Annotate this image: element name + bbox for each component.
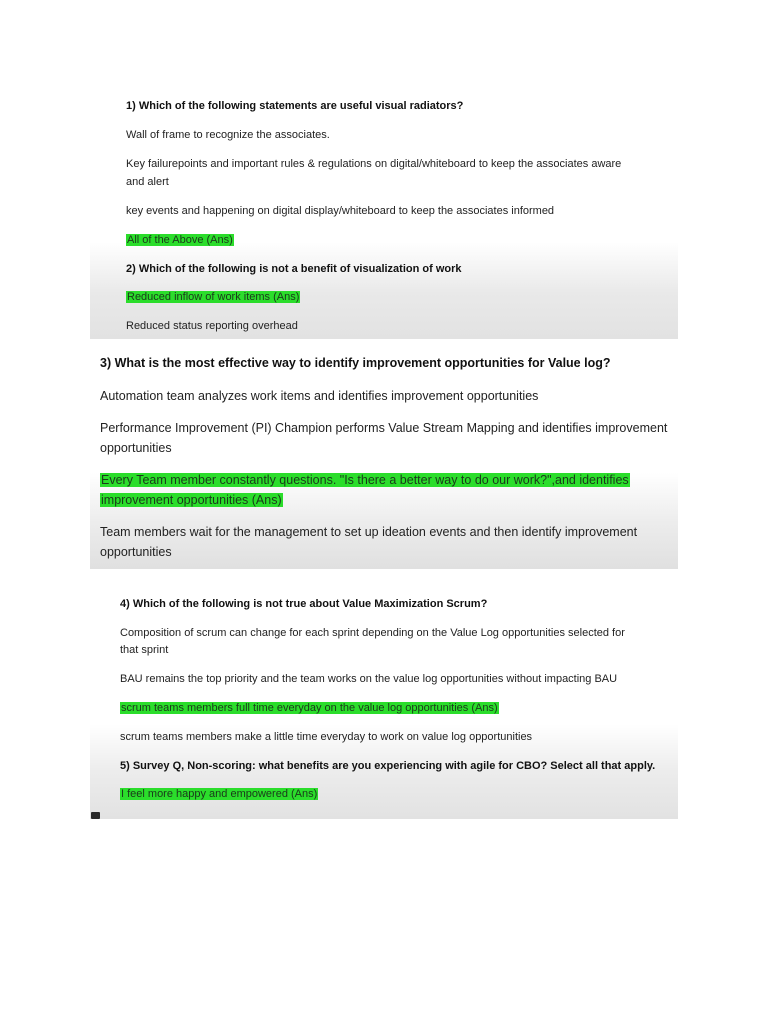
answer-highlight: scrum teams members full time everyday on the value log opportunities (Ans) [121,702,498,714]
q3-option-c-answer-line2 [100,493,283,507]
question-1: 1) Which of the following statements are useful visual radiators? [126,100,464,112]
q1-option-c: key events and happening on digital display/whiteboard to keep the associates informed [126,205,555,217]
q1-option-a: Wall of frame to recognize the associates. [126,129,330,141]
q5-option-a-answer [120,788,318,800]
q4-option-d: scrum teams members make a little time everyday to work on value log opportunities [120,731,533,743]
answer-highlight: All of the Above (Ans) [127,234,233,246]
q1-option-b-line2: and alert [126,176,169,188]
q2-option-b: Reduced status reporting overhead [126,320,298,332]
q1-option-d-answer [126,234,234,246]
question-5: 5) Survey Q, Non-scoring: what benefits are you experiencing with agile for CBO? Select all that apply. [120,760,656,772]
q3-option-d-line1: Team members wait for the management to set up ideation events and then identify improvement [100,525,638,539]
screenshot-card-3 [90,582,678,819]
answer-highlight: Reduced inflow of work items (Ans) [127,291,300,303]
q3-option-b-line2: opportunities [100,441,172,455]
answer-highlight: Every Team member constantly questions. "Is there a better way to do our work?",and identifies [101,473,629,487]
q3-option-b-line1: Performance Improvement (PI) Champion performs Value Stream Mapping and identifies improvement [100,421,668,435]
question-3: 3) What is the most effective way to identify improvement opportunities for Value log? [100,356,611,370]
q3-option-a: Automation team analyzes work items and identifies improvement opportunities [100,389,539,403]
q4-option-a-line2: that sprint [120,644,169,656]
q3-option-c-answer-line1 [100,473,630,487]
question-2: 2) Which of the following is not a benefit of visualization of work [126,263,462,275]
q4-option-a-line1: Composition of scrum can change for each sprint depending on the Value Log opportunities selected for [120,627,625,639]
q1-option-b-line1: Key failurepoints and important rules & regulations on digital/whiteboard to keep the associates aware [126,158,622,170]
answer-highlight: improvement opportunities (Ans) [101,493,282,507]
q3-option-d-line2: opportunities [100,545,172,559]
q4-option-b: BAU remains the top priority and the team works on the value log opportunities without impacting BAU [120,673,618,685]
q4-option-c-answer [120,702,499,714]
question-4: 4) Which of the following is not true about Value Maximization Scrum? [120,598,488,610]
answer-highlight: I feel more happy and empowered (Ans) [121,788,318,800]
screenshot-card-1 [90,84,678,339]
corner-marker [91,812,100,819]
q2-option-a-answer [126,291,300,303]
screenshot-card-2 [90,340,678,569]
